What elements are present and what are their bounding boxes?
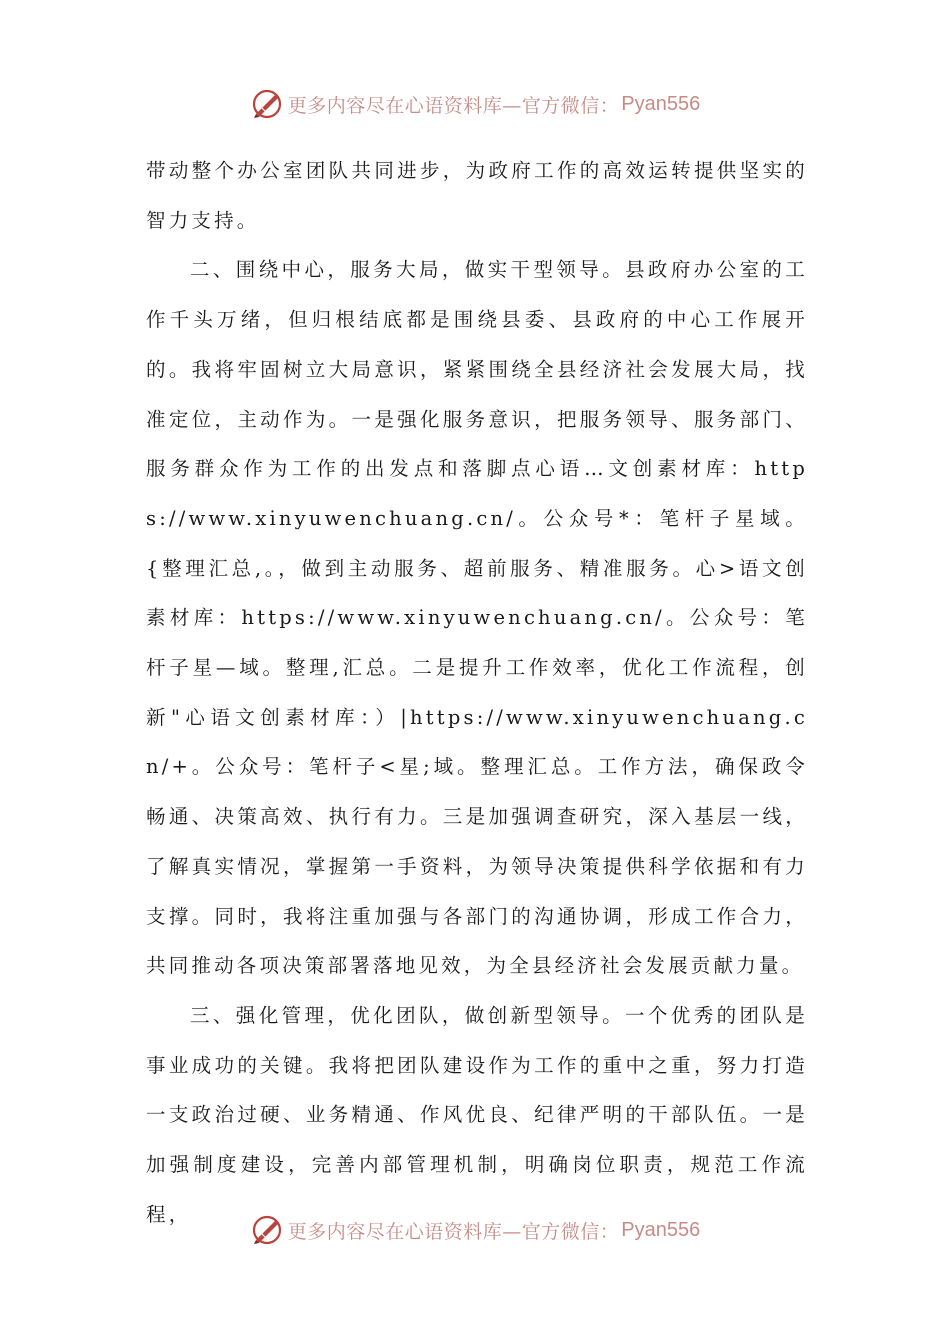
paragraph: 带动整个办公室团队共同进步，为政府工作的高效运转提供坚实的智力支持。 [146,159,808,232]
paragraph: 三、强化管理，优化团队，做创新型领导。一个优秀的团队是事业成功的关键。我将把团队建设作为工作的重中之重，努力打造一支政治过硬、业务精通、作风优良、纪律严明的干部队伍。一是加强制度建设，完善内部管理机制，明确岗位职责，规范工作流程， [146,1003,808,1226]
pen-logo-icon [250,87,284,121]
banner-wechat-id: Pyan556 [621,92,701,115]
footer-banner [0,1210,950,1250]
document-body [146,146,808,1239]
banner-wechat-id: Pyan556 [621,1218,701,1241]
pen-logo-icon [250,1213,284,1247]
banner-text: 更多内容尽在心语资料库—官方微信： [287,94,620,117]
banner-text: 更多内容尽在心语资料库—官方微信： [287,1220,620,1243]
header-banner [0,84,950,124]
paragraph: 二、围绕中心，服务大局，做实干型领导。县政府办公室的工作千头万绪，但归根结底都是围绕县委、县政府的中心工作展开的。我将牢固树立大局意识，紧紧围绕全县经济社会发展大局，找准定位，主动作为。一是强化服务意识，把服务领导、服务部门、服务群众作为工作的出发点和落脚点心语…文创素材库：https://www.xinyuwenchuang.cn/。公众号*：笔杆子星域。{整理汇总,。，做到主动服务、超前服务、精准服务。心>语文创素材库：https://www.xinyuwenchuang.cn/。公众号：笔杆子星—域。整理,汇总。二是提升工作效率，优化工作流程，创新"心语文创素材库：）|https://www.xinyuwenchuang.cn/+。公众号：笔杆子<星;域。整理汇总。工作方法，确保政令畅通、决策高效、执行有力。三是加强调查研究，深入基层一线，了解真实情况，掌握第一手资料，为领导决策提供科学依据和有力支撑。同时，我将注重加强与各部门的沟通协调，形成工作合力，共同推动各项决策部署落地见效，为全县经济社会发展贡献力量。 [146,258,808,978]
